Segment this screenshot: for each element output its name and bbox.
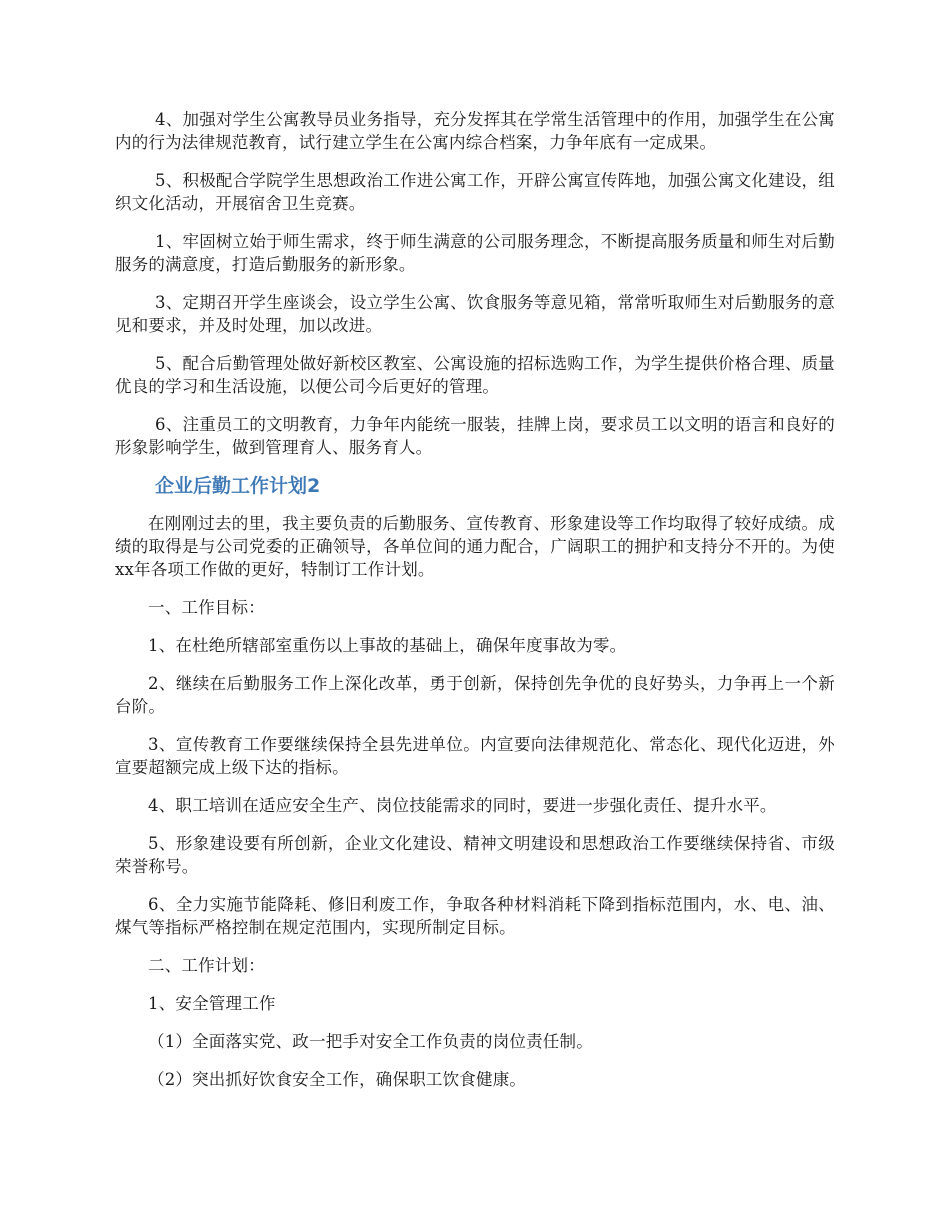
paragraph: （1）全面落实党、政一把手对安全工作负责的岗位责任制。 xyxy=(148,1032,593,1051)
section-heading: 企业后勤工作计划2 xyxy=(155,475,321,497)
paragraph: 1、在杜绝所辖部室重伤以上事故的基础上，确保年度事故为零。 xyxy=(148,636,627,655)
paragraph: 1、安全管理工作 xyxy=(148,994,276,1013)
paragraph: 在刚刚过去的里，我主要负责的后勤服务、宣传教育、形象建设等工作均取得了较好成绩。成绩的取得是与公司党委的正确领导，各单位间的通力配合，广阔职工的拥护和支持分不开的。为使xx年各项工作做的更好，特制订工作计划。 xyxy=(115,514,835,579)
paragraph: 5、配合后勤管理处做好新校区教室、公寓设施的招标选购工作，为学生提供价格合理、质量优良的学习和生活设施，以便公司今后更好的管理。 xyxy=(115,354,835,396)
paragraph: 5、形象建设要有所创新，企业文化建设、精神文明建设和思想政治工作要继续保持省、市级荣誉称号。 xyxy=(115,834,835,876)
paragraph: 二、工作计划： xyxy=(148,956,265,975)
paragraph: 一、工作目标： xyxy=(148,598,265,617)
paragraph: 4、加强对学生公寓教导员业务指导，充分发挥其在学常生活管理中的作用，加强学生在公寓内的行为法律规范教育，试行建立学生在公寓内综合档案，力争年底有一定成果。 xyxy=(115,110,835,152)
paragraph: 6、注重员工的文明教育，力争年内能统一服装，挂牌上岗，要求员工以文明的语言和良好的形象影响学生，做到管理育人、服务育人。 xyxy=(115,415,835,457)
paragraph: （2）突出抓好饮食安全工作，确保职工饮食健康。 xyxy=(148,1070,527,1089)
paragraph: 2、继续在后勤服务工作上深化改革，勇于创新，保持创先争优的良好势头，力争再上一个新台阶。 xyxy=(115,674,835,716)
paragraph: 6、全力实施节能降耗、修旧利废工作，争取各种材料消耗下降到指标范围内，水、电、油、煤气等指标严格控制在规定范围内，实现所制定目标。 xyxy=(115,895,835,937)
paragraph: 3、宣传教育工作要继续保持全县先进单位。内宣要向法律规范化、常态化、现代化迈进，外宣要超额完成上级下达的指标。 xyxy=(115,735,835,777)
document-body xyxy=(115,108,835,1106)
paragraph: 4、职工培训在适应安全生产、岗位技能需求的同时，要进一步强化责任、提升水平。 xyxy=(148,796,777,815)
paragraph: 5、积极配合学院学生思想政治工作进公寓工作，开辟公寓宣传阵地，加强公寓文化建设，组织文化活动，开展宿舍卫生竞赛。 xyxy=(115,171,835,213)
paragraph: 3、定期召开学生座谈会，设立学生公寓、饮食服务等意见箱，常常听取师生对后勤服务的意见和要求，并及时处理，加以改进。 xyxy=(115,293,835,335)
paragraph: 1、牢固树立始于师生需求，终于师生满意的公司服务理念，不断提高服务质量和师生对后勤服务的满意度，打造后勤服务的新形象。 xyxy=(115,232,835,274)
